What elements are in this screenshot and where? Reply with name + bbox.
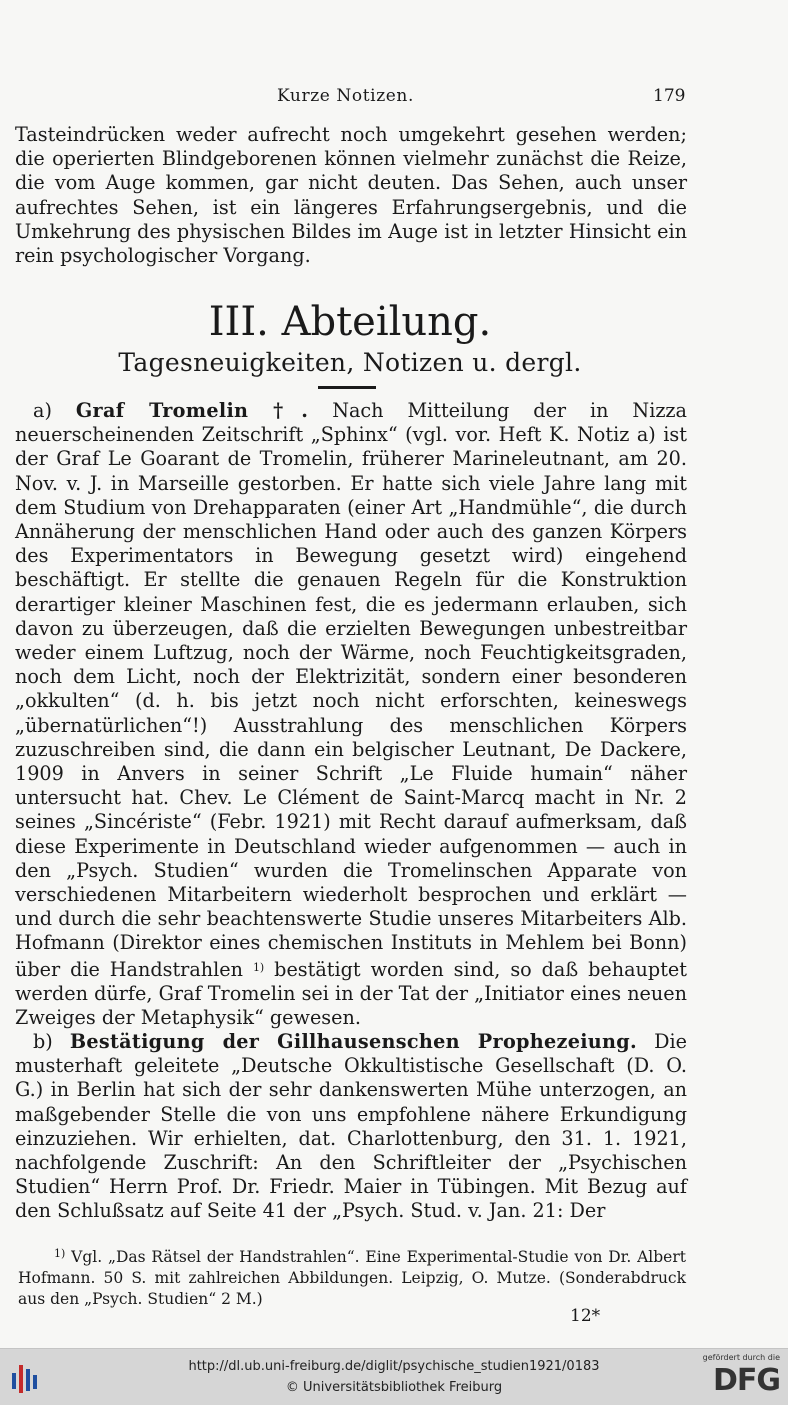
item-a-label: a)	[33, 399, 52, 422]
intro-text: Tasteindrücken weder aufrecht noch umgekehrt gesehen werden; die operierten Blindgeborenen können vielmehr zunächst die Reize, die vom Auge kommen, gar nicht deuten. Das Sehen, auch unser aufrechtes Sehen, ist ein längeres Erfahrungsergebnis, und die Umkehrung des physischen Bildes im Auge ist in letzter Hinsicht ein rein psychologischer Vorgang.	[15, 123, 687, 268]
section-title: III. Abteilung.	[208, 299, 492, 345]
footnote-text: Vgl. „Das Rätsel der Handstrahlen“. Eine Experimental-Studie von Dr. Albert Hofmann. 50 S. mit zahlreichen Abbildungen. Leipzig, O. Mutze. (Sonderabdruck aus den „Psych. Studien“ 2 M.)	[18, 1248, 686, 1308]
item-a-text: Nach Mitteilung der in Nizza neuerscheinenden Zeitschrift „Sphinx“ (vgl. vor. Heft K. Notiz a) ist der Graf Le Goarant de Tromelin, früherer Marineleutnant, am 20. Nov. v. J. in Marseille gestorben. Er hatte sich viele Jahre lang mit dem Studium von Drehapparaten (einer Art „Handmühle“, die durch Annäherung der menschlichen Hand oder auch des ganzen Körpers des Experimentators in Bewegung gesetzt wird) eingehend beschäftigt. Er stellte die genauen Regeln für die Konstruktion derartiger kleiner Maschinen fest, die es jedermann erlauben, sich davon zu überzeugen, daß die erzielten Bewegungen unbestreitbar weder einem Luftzug, noch der Wärme, noch Feuchtigkeitsgraden, noch dem Licht, noch der Elektrizität, sondern einer besonderen „okkulten“ (d. h. bis jetzt noch nicht erforschten, keineswegs „übernatürlichen“!) Ausstrahlung des menschlichen Körpers zuzuschreiben sind, die dann ein belgischer Leutnant, De Dackere, 1909 in Anvers in seiner Schrift „Le Fluide humain“ näher untersucht hat. Chev. Le Clément de Saint-Marcq macht in Nr. 2 seines „Sincériste“ (Febr. 1921) mit Recht darauf aufmerksam, daß diese Experimente in Deutschland wieder aufgenommen — auch in den „Psych. Studien“ wurden die Tromelinschen Apparate von verschiedenen Mitarbeitern wiederholt besprochen und erklärt — und durch die sehr beachtenswerte Studie unseres Mitarbeiters Alb. Hofmann (Direktor eines chemischen Instituts in Mehlem bei Bonn) über die Handstrahlen	[15, 399, 687, 981]
intro-paragraph	[15, 123, 687, 268]
signature-mark: 12*	[570, 1306, 601, 1326]
item-a-runin: Graf Tromelin †.	[75, 399, 309, 422]
footnote-mark: 1)	[54, 1247, 66, 1260]
dfg-logo-text: DFG	[712, 1363, 780, 1398]
item-a-text-after: bestätigt worden sind, so daß behauptet werden dürfe, Graf Tromelin sei in der Tat der „Initiator eines neuen Zweiges der Metaphysik“ gewesen.	[15, 957, 687, 1030]
source-url-link[interactable]: http://dl.ub.uni-freiburg.de/diglit/psychische_studien1921/0183	[188, 1359, 600, 1374]
copyright-text: © Universitätsbibliothek Freiburg	[285, 1380, 503, 1395]
footnote	[18, 1243, 686, 1310]
running-head: Kurze Notizen.	[277, 86, 414, 106]
section-rule	[318, 386, 376, 389]
footnote-ref: 1)	[252, 960, 265, 974]
page-number: 179	[653, 86, 686, 106]
item-b-paragraph	[15, 1030, 687, 1224]
item-b-runin: Bestätigung der Gillhausenschen Prophezeiung.	[69, 1030, 638, 1053]
footer-bar	[0, 1348, 788, 1405]
item-b-label: b)	[33, 1030, 53, 1053]
item-b-text: Die musterhaft geleitete „Deutsche Okkultistische Gesellschaft (D. O. G.) in Berlin hat sich der sehr dankenswerten Mühe unterzogen, an maßgebender Stelle die von uns empfohlene nähere Erkundigung einzuziehen. Wir erhielten, dat. Charlottenburg, den 31. 1. 1921, nachfolgende Zuschrift: An den Schriftleiter der „Psychischen Studien“ Herrn Prof. Dr. Friedr. Maier in Tübingen. Mit Bezug auf den Schlußsatz auf Seite 41 der „Psych. Stud. v. Jan. 21: Der	[15, 1030, 688, 1223]
item-a-paragraph	[15, 399, 687, 1030]
item-a	[15, 399, 687, 1030]
section-subtitle: Tagesneuigkeiten, Notizen u. dergl.	[118, 348, 582, 377]
dfg-logo	[696, 1353, 780, 1401]
item-b	[15, 1030, 687, 1224]
funding-note: gefördert durch die	[702, 1353, 780, 1362]
